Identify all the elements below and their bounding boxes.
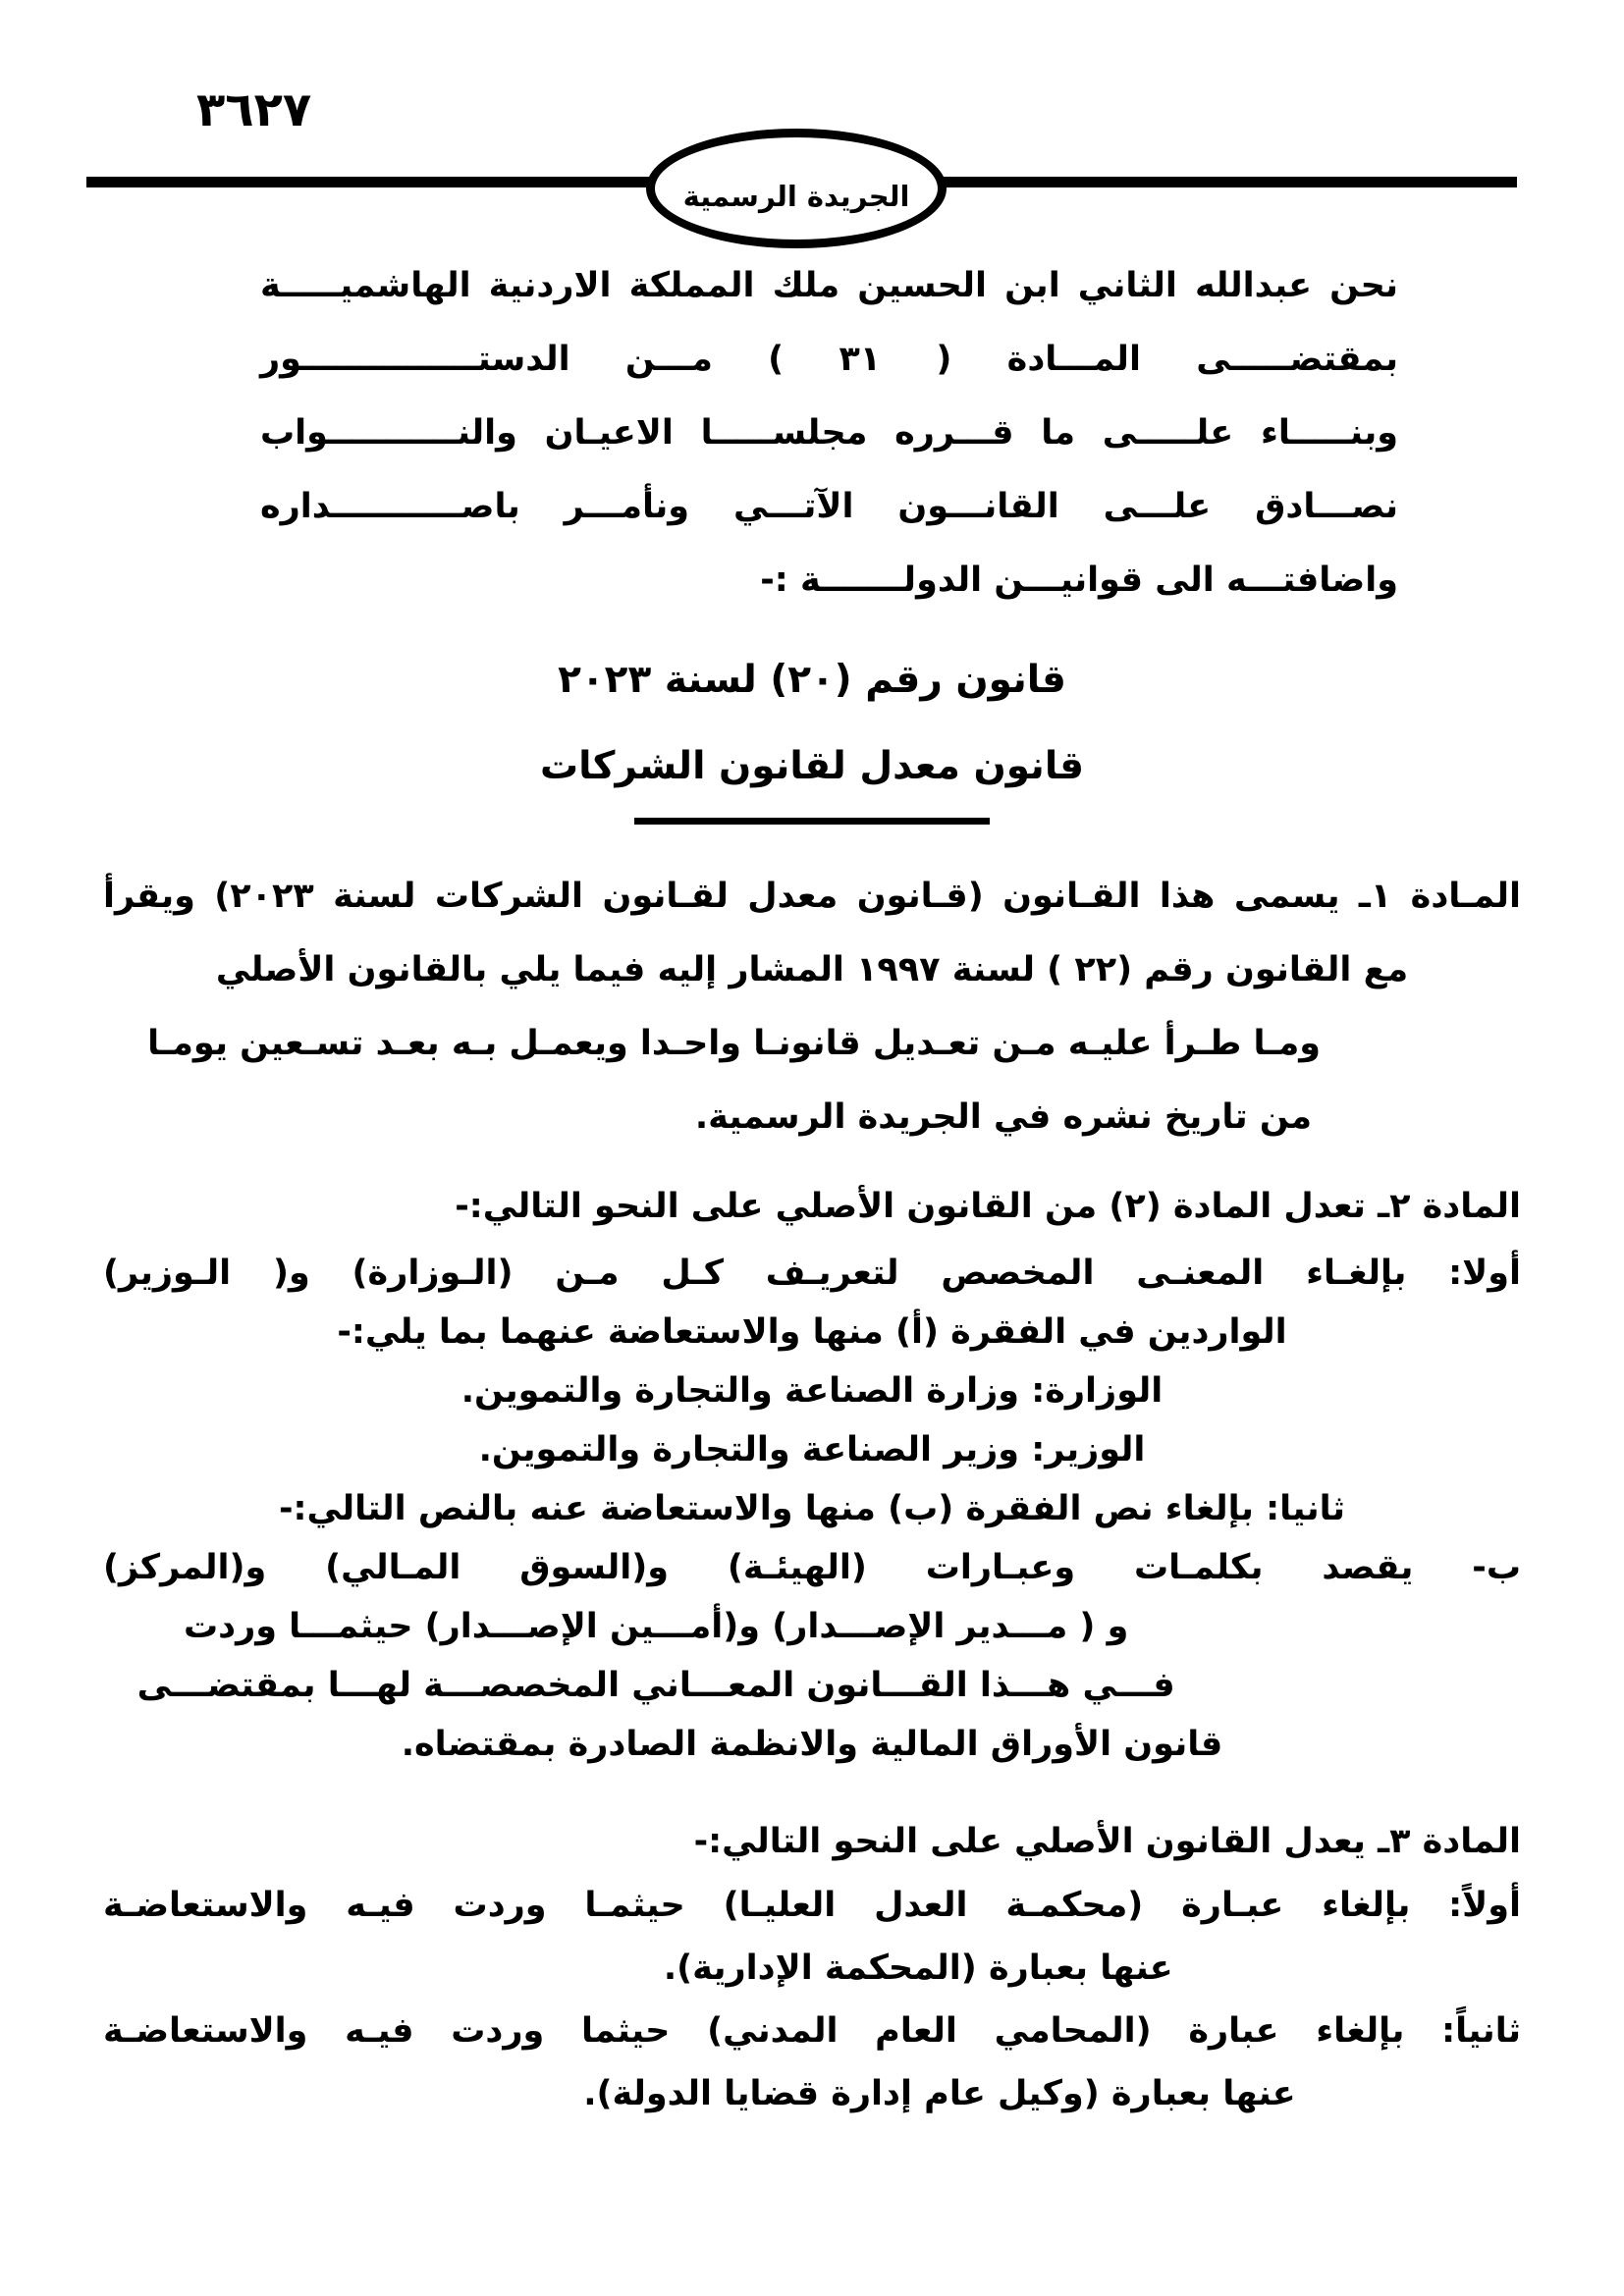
article-1 <box>103 860 1521 1154</box>
article-1-line: ومـا طـرأ عليـه مـن تعـديل قانونـا واحـدا ويعمـل بـه بعـد تسـعين يومـا <box>147 1024 1322 1063</box>
preamble-line: نحن عبدالله الثاني ابن الحسين ملك المملكة الاردنية الهاشميـــــة <box>260 266 1398 305</box>
law-title <box>103 637 1521 825</box>
article-3-line: ثانياً: بإلغاء عبارة (المحامي العام المدني) حيثما وردت فيـه والاستعاضـة <box>103 2011 1521 2051</box>
preamble-line: واضافتـــه الى قوانيـــن الدولـــــــة :- <box>760 561 1398 600</box>
article-2-line: قانون الأوراق المالية والانظمة الصادرة بمقتضاه. <box>401 1725 1223 1764</box>
masthead-ellipse <box>646 129 947 248</box>
document-body <box>103 249 1521 2125</box>
article-2-line: أولا: بإلغـاء المعنـى المخصص لتعريـف كـل مـن (الـوزارة) و( الـوزير) <box>103 1254 1521 1293</box>
title-divider <box>634 818 990 825</box>
article-2-line: الواردين في الفقرة (أ) منها والاستعاضة عنهما بما يلي:- <box>337 1312 1287 1352</box>
article-3-line: أولاً: بإلغاء عبـارة (محكمـة العدل العليـا) حيثمـا وردت فيـه والاستعاضـة <box>103 1886 1521 1925</box>
article-1-line: المـادة ١ـ يسمى هذا القـانون (قـانون معدل لقـانون الشركات لسنة ٢٠٢٣) ويقرأ <box>103 877 1521 916</box>
article-2-line: ب- يقصد بكلمـات وعبـارات (الهيئـة) و(السوق المـالي) و(المركز) <box>103 1548 1521 1587</box>
article-2-body <box>103 1244 1521 1774</box>
article-3-line: عنها بعبارة (وكيل عام إدارة قضايا الدولة). <box>583 2074 1296 2113</box>
law-title-name: قانون معدل لقانون الشركات <box>539 744 1085 788</box>
royal-preamble <box>103 249 1521 617</box>
preamble-line: وبنـــــاء علـــــى ما قـــرره مجلســـــا الاعيـان والنـــــــــــواب <box>260 413 1398 453</box>
article-3-line: عنها بعبارة (المحكمة الإدارية). <box>663 1949 1173 1988</box>
article-3-body <box>103 1874 1521 2125</box>
preamble-line: نصـــادق علـــى القانـــون الآتـــي ونأمـــر باصـــــــــــداره <box>260 487 1398 526</box>
law-title-number: قانون رقم (٢٠) لسنة ٢٠٢٣ <box>558 658 1066 702</box>
article-2-heading: المادة ٢ـ تعدل المادة (٢) من القانون الأصلي على النحو التالي:- <box>455 1187 1521 1226</box>
article-2-line: و ( مـــدير الإصـــدار) و(أمـــين الإصـــدار) حيثمـــا وردت <box>183 1607 1129 1646</box>
page-number: ٣٦٢٧ <box>196 82 312 137</box>
article-2-line: ثانيا: بإلغاء نص الفقرة (ب) منها والاستعاضة عنه بالنص التالي:- <box>279 1489 1345 1528</box>
article-2-line: الوزير: وزير الصناعة والتجارة والتموين. <box>478 1430 1146 1469</box>
masthead-title: الجريدة الرسمية <box>682 180 910 213</box>
article-3-heading: المادة ٣ـ يعدل القانون الأصلي على النحو التالي:- <box>693 1822 1521 1861</box>
article-1-line: مع القانون رقم (٢٢ ) لسنة ١٩٩٧ المشار إليه فيما يلي بالقانون الأصلي <box>215 950 1409 989</box>
article-1-line: من تاريخ نشره في الجريدة الرسمية. <box>694 1097 1313 1137</box>
preamble-line: بمقتضـــــى المـــادة ( ٣١ ) مـــن الدستـــــــــــــــور <box>260 340 1398 379</box>
article-2-line: فـــي هـــذا القـــانون المعـــاني المخصصـــة لهـــا بمقتضـــى <box>136 1666 1175 1705</box>
article-2-line: الوزارة: وزارة الصناعة والتجارة والتموين. <box>460 1371 1164 1411</box>
